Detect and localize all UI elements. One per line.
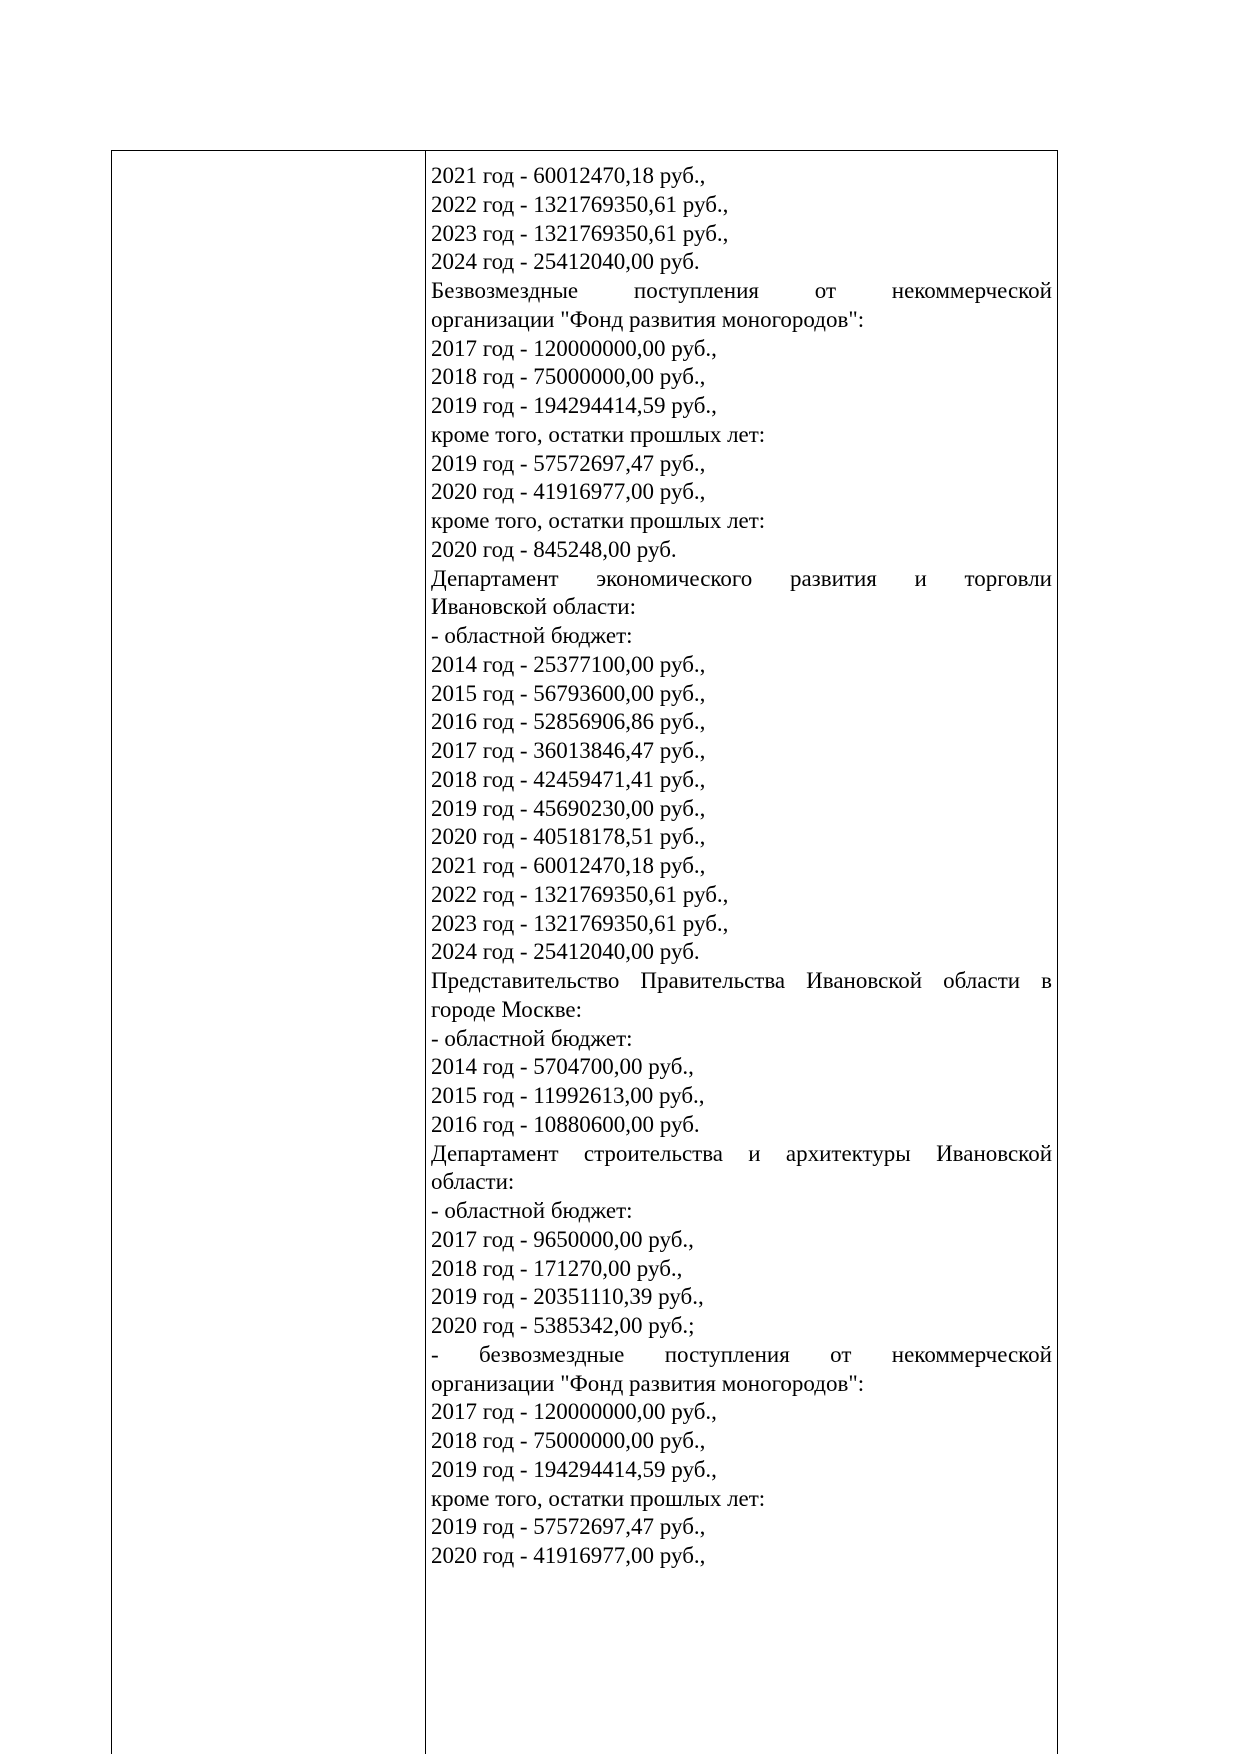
funding-line: 2021 год - 60012470,18 руб., [431, 163, 706, 188]
department-heading: Представительство Правительства Ивановской области в [431, 968, 1052, 993]
funding-line: 2020 год - 5385342,00 руб.; [431, 1313, 695, 1338]
funding-line: 2021 год - 60012470,18 руб., [431, 853, 706, 878]
funding-line: 2017 год - 36013846,47 руб., [431, 738, 706, 763]
funding-line: 2022 год - 1321769350,61 руб., [431, 881, 729, 907]
funding-line: 2019 год - 57572697,47 руб., [431, 1514, 706, 1540]
funding-line: 2020 год - 41916977,00 руб., [431, 479, 706, 505]
funding-line: 2019 год - 194294414,59 руб., [431, 1456, 717, 1482]
department-heading: области: [431, 1169, 515, 1195]
funding-line: 2023 год - 1321769350,61 руб., [431, 220, 729, 246]
funding-line: 2019 год - 57572697,47 руб., [431, 450, 706, 476]
table-left-cell [112, 151, 425, 1754]
funding-line: 2015 год - 56793600,00 руб., [431, 680, 706, 706]
funding-table [111, 150, 1058, 1754]
funding-note: кроме того, остатки прошлых лет: [431, 508, 766, 533]
funding-line: 2019 год - 194294414,59 руб., [431, 393, 717, 418]
funding-line: 2022 год - 1321769350,61 руб., [431, 191, 729, 217]
funding-line: 2020 год - 845248,00 руб. [431, 536, 677, 562]
funding-source-heading: организации "Фонд развития моногородов": [431, 1370, 865, 1396]
funding-line: 2018 год - 42459471,41 руб., [431, 766, 706, 792]
funding-source-heading: организации "Фонд развития моногородов": [431, 306, 865, 332]
funding-line: 2015 год - 11992613,00 руб., [431, 1083, 705, 1108]
funding-line: 2017 год - 9650000,00 руб., [431, 1226, 694, 1252]
funding-line: 2016 год - 52856906,86 руб., [431, 709, 706, 735]
funding-line: 2024 год - 25412040,00 руб. [431, 939, 700, 965]
funding-line: 2014 год - 5704700,00 руб., [431, 1054, 694, 1080]
funding-line: 2020 год - 40518178,51 руб., [431, 824, 706, 850]
department-heading: Департамент экономического развития и торговли [431, 565, 1052, 591]
funding-line: 2019 год - 45690230,00 руб., [431, 795, 706, 821]
department-heading: городе Москве: [431, 996, 583, 1022]
column-divider [425, 151, 426, 1754]
funding-line: 2017 год - 120000000,00 руб., [431, 1399, 717, 1425]
funding-line: 2024 год - 25412040,00 руб. [431, 249, 700, 275]
funding-source-heading: - безвозмездные поступления от некоммерческой [431, 1341, 1052, 1367]
funding-note: кроме того, остатки прошлых лет: [431, 421, 766, 447]
funding-line: 2019 год - 20351110,39 руб., [431, 1284, 704, 1310]
department-heading: Департамент строительства и архитектуры Ивановской [431, 1140, 1052, 1166]
budget-type-label: - областной бюджет: [431, 1025, 633, 1051]
funding-details-cell [431, 162, 1052, 1571]
funding-line: 2023 год - 1321769350,61 руб., [431, 910, 729, 936]
funding-line: 2018 год - 75000000,00 руб., [431, 1428, 706, 1453]
funding-line: 2018 год - 171270,00 руб., [431, 1255, 683, 1281]
funding-line: 2016 год - 10880600,00 руб. [431, 1111, 700, 1137]
budget-type-label: - областной бюджет: [431, 623, 633, 648]
funding-note: кроме того, остатки прошлых лет: [431, 1485, 766, 1511]
funding-source-heading: Безвозмездные поступления от некоммерческой [431, 278, 1052, 303]
budget-type-label: - областной бюджет: [431, 1198, 633, 1223]
funding-line: 2017 год - 120000000,00 руб., [431, 335, 717, 361]
department-heading: Ивановской области: [431, 594, 636, 620]
funding-line: 2018 год - 75000000,00 руб., [431, 364, 706, 390]
funding-line: 2014 год - 25377100,00 руб., [431, 651, 706, 677]
funding-line: 2020 год - 41916977,00 руб., [431, 1543, 706, 1568]
